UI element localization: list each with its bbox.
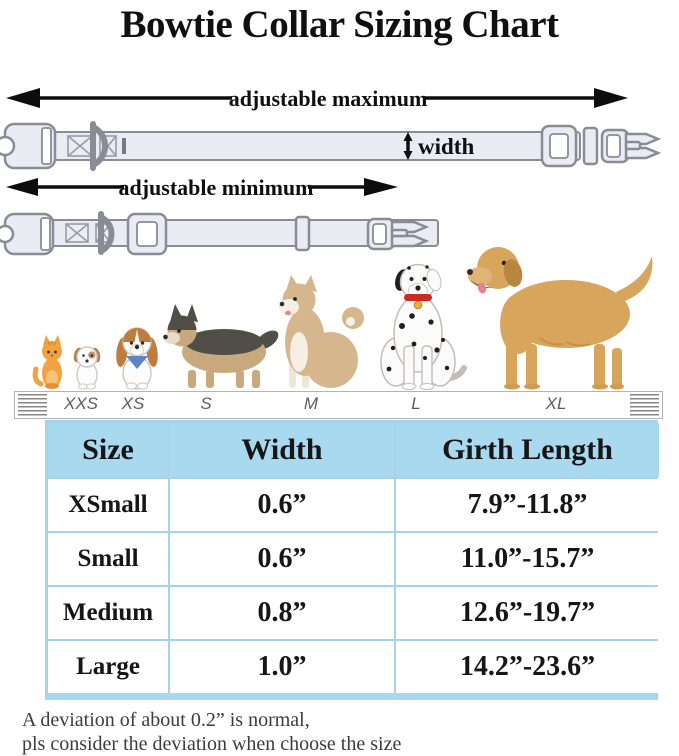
ruler-hatch-left [18, 394, 47, 416]
table-cell: 11.0”-15.7” [396, 533, 659, 585]
page-title: Bowtie Collar Sizing Chart [120, 3, 559, 46]
collar-maximum [0, 124, 658, 168]
adjustable-maximum-arrow [6, 86, 628, 111]
table-cell: 7.9”-11.8” [396, 479, 659, 531]
table-cell: 0.6” [170, 533, 394, 585]
red-collar [404, 294, 432, 301]
dalmatian [381, 265, 464, 390]
arrow-right-head [364, 178, 398, 196]
adjustable-maximum-label: adjustable maximum [228, 86, 428, 111]
adjustable-minimum-label: adjustable minimum [118, 175, 314, 200]
sizing-table [45, 420, 658, 700]
table-cell: XSmall [48, 479, 168, 531]
deviation-note-line1: A deviation of about 0.2” is normal, [22, 709, 310, 731]
table-cell: 0.6” [170, 479, 394, 531]
side-release-buckle-male [602, 130, 658, 162]
arrow-left-head [6, 178, 38, 196]
deviation-note-line2: pls consider the deviation when choose the size [22, 732, 402, 755]
table-cell: 0.8” [170, 587, 394, 639]
ruler-label-xl: XL [545, 394, 567, 413]
size-ruler [14, 391, 663, 419]
ruler-label-xxs: XXS [63, 394, 99, 413]
table-cell: 14.2”-23.6” [396, 641, 659, 693]
column-header-size: Size [48, 423, 168, 477]
collar-tag [414, 301, 422, 309]
column-header-width: Width [170, 423, 394, 477]
cat [35, 335, 62, 389]
puppy [72, 347, 101, 389]
ruler-label-s: S [200, 394, 212, 413]
deviation-note [22, 709, 401, 756]
arrow-left-head [6, 88, 40, 108]
table-cell: Small [48, 533, 168, 585]
shiba-inu [279, 275, 364, 388]
ruler-label-m: M [303, 394, 319, 413]
table-cell: 12.6”-19.7” [396, 587, 659, 639]
arrow-right-head [594, 88, 628, 108]
corgi [163, 304, 281, 388]
column-header-girth: Girth Length [396, 423, 659, 477]
dog-size-lineup [0, 238, 679, 396]
table-cell: Large [48, 641, 168, 693]
table-cell: 1.0” [170, 641, 394, 693]
golden-retriever [467, 247, 652, 390]
ruler-hatch-right [630, 394, 659, 416]
width-label: width [418, 134, 475, 159]
tri-glide-slider [542, 126, 576, 166]
ruler-label-xs: XS [121, 394, 145, 413]
basset-hound [115, 328, 160, 389]
ruler-label-l: L [411, 394, 421, 413]
table-cell: Medium [48, 587, 168, 639]
keeper-loop [584, 128, 597, 164]
collar-diagram [0, 0, 679, 260]
side-release-buckle-female [0, 124, 55, 168]
adjustable-minimum-arrow [6, 175, 398, 200]
